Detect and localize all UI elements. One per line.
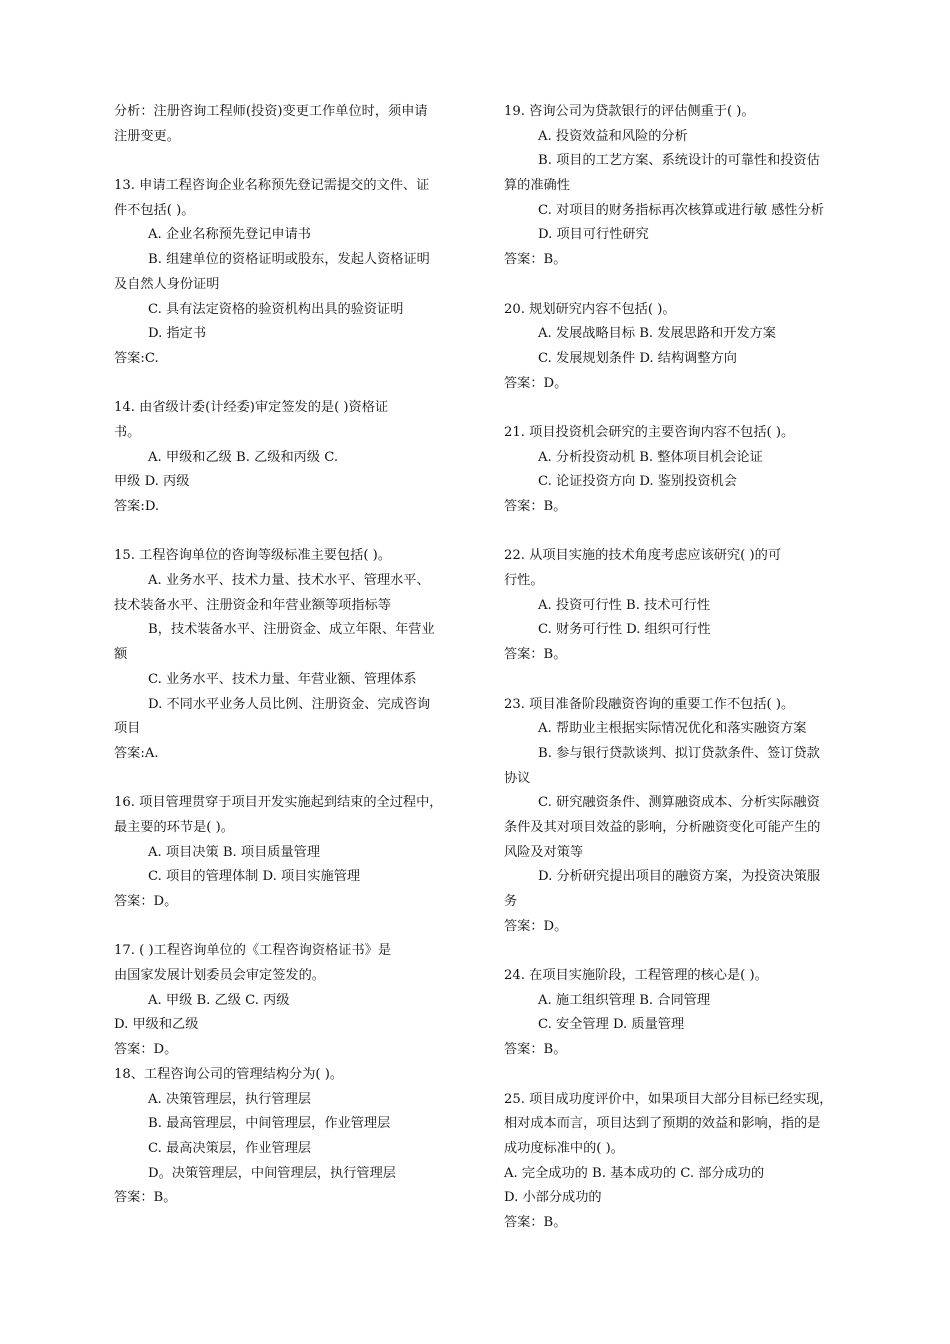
option-line: B. 最高管理层，中间管理层，作业管理层 xyxy=(148,1116,391,1132)
paragraph-gap xyxy=(114,372,470,397)
option-line: D. 项目可行性研究 xyxy=(538,227,649,243)
text-line: D. 甲级和乙级 xyxy=(114,1017,199,1033)
text-line: 答案:D. xyxy=(114,499,160,514)
option-line: D. 不同水平业务人员比例、注册资金、完成咨询 xyxy=(148,696,431,712)
text-line: 22. 从项目实施的技术角度考虑应该研究( )的可 xyxy=(504,548,782,564)
option-line: B. 项目的工艺方案、系统设计的可靠性和投资估 xyxy=(538,153,820,169)
text-line: 答案：B。 xyxy=(504,252,567,268)
text-line: 甲级 D. 丙级 xyxy=(114,474,190,490)
option-line: D. 分析研究提出项目的融资方案，为投资决策服 xyxy=(538,869,821,885)
option-line: C. 安全管理 D. 质量管理 xyxy=(538,1017,685,1033)
text-line: 25. 项目成功度评价中，如果项目大部分目标已经实现， xyxy=(504,1091,833,1107)
text-line: 16. 项目管理贯穿于项目开发实施起到结束的全过程中， xyxy=(114,795,443,811)
option-line: A. 甲级和乙级 B. 乙级和丙级 C. xyxy=(148,449,339,465)
paragraph-gap xyxy=(114,520,470,545)
option-line: A. 帮助业主根据实际情况优化和落实融资方案 xyxy=(538,721,807,737)
text-line: 额 xyxy=(114,647,128,663)
option-line: C. 业务水平、技术力量、年营业额、管理体系 xyxy=(148,671,417,687)
text-line: 分析：注册咨询工程师(投资)变更工作单位时，须申请 xyxy=(114,104,428,119)
option-line: C. 财务可行性 D. 组织可行性 xyxy=(538,622,711,638)
text-line: 答案：B。 xyxy=(504,499,567,514)
text-line: 务 xyxy=(504,894,518,909)
text-line: 21. 项目投资机会研究的主要咨询内容不包括( )。 xyxy=(504,424,795,440)
option-line: C. 对项目的财务指标再次核算或进行敏 感性分析 xyxy=(538,202,824,218)
paragraph-gap xyxy=(504,273,864,298)
option-line: B. 参与银行贷款谈判、拟订贷款条件、签订贷款 xyxy=(538,745,820,761)
text-line: D. 小部分成功的 xyxy=(504,1190,602,1206)
paragraph-gap xyxy=(504,668,864,693)
text-line: 及自然人身份证明 xyxy=(114,276,220,292)
text-line: 14. 由省级计委(计经委)审定签发的是( )资格证 xyxy=(114,400,389,416)
paragraph-gap xyxy=(504,396,864,421)
paragraph-gap xyxy=(504,939,864,964)
left-column xyxy=(114,100,470,1211)
option-line: C. 最高决策层，作业管理层 xyxy=(148,1140,312,1156)
text-line: 答案：B。 xyxy=(504,1214,567,1230)
paragraph-gap xyxy=(114,767,470,792)
option-line: A. 决策管理层，执行管理层 xyxy=(148,1091,311,1107)
option-line: A. 投资效益和风险的分析 xyxy=(538,128,688,144)
text-line: 风险及对策等 xyxy=(504,844,584,860)
text-line: 答案：D。 xyxy=(114,1042,178,1058)
text-line: 件不包括( )。 xyxy=(114,202,195,218)
option-line: B. 组建单位的资格证明或股东，发起人资格证明 xyxy=(148,252,430,268)
option-line: D. 指定书 xyxy=(148,326,207,342)
text-line: 答案：D。 xyxy=(504,375,568,391)
option-line: C. 项目的管理体制 D. 项目实施管理 xyxy=(148,869,361,885)
text-line: 13. 申请工程咨询企业名称预先登记需提交的文件、证 xyxy=(114,178,430,194)
paragraph-gap xyxy=(114,149,470,174)
text-line: 注册变更。 xyxy=(114,128,180,144)
paragraph-gap xyxy=(504,1063,864,1088)
text-line: 15. 工程咨询单位的咨询等级标准主要包括( )。 xyxy=(114,548,392,564)
option-line: C. 论证投资方向 D. 鉴别投资机会 xyxy=(538,474,737,490)
text-line: 答案:C. xyxy=(114,350,159,366)
option-line: A. 施工组织管理 B. 合同管理 xyxy=(538,992,711,1008)
text-line: 算的准确性 xyxy=(504,178,570,194)
text-line: 答案：B。 xyxy=(504,647,567,663)
paragraph-gap xyxy=(114,915,470,940)
text-line: 成功度标准中的( )。 xyxy=(504,1140,624,1156)
text-line: 项目 xyxy=(114,721,141,737)
text-line: 17. ( )工程咨询单位的《工程咨询资格证书》是 xyxy=(114,943,392,959)
option-line: B，技术装备水平、注册资金、成立年限、年营业 xyxy=(148,622,435,638)
text-line: A. 完全成功的 B. 基本成功的 C. 部分成功的 xyxy=(504,1165,765,1181)
option-line: A. 分析投资动机 B. 整体项目机会论证 xyxy=(538,449,763,465)
paragraph-gap xyxy=(504,520,864,545)
text-line: 18、工程咨询公司的管理结构分为( )。 xyxy=(114,1066,344,1082)
right-column xyxy=(504,100,864,1236)
text-line: 由国家发展计划委员会审定签发的。 xyxy=(114,968,325,984)
text-line: 24. 在项目实施阶段，工程管理的核心是( )。 xyxy=(504,968,768,984)
text-line: 相对成本而言，项目达到了预期的效益和影响，指的是 xyxy=(504,1116,821,1132)
option-line: C. 研究融资条件、测算融资成本、分析实际融资 xyxy=(538,795,820,811)
text-line: 行性。 xyxy=(504,573,544,589)
text-line: 20. 规划研究内容不包括( )。 xyxy=(504,301,676,317)
text-line: 书。 xyxy=(114,424,141,440)
option-line: A. 甲级 B. 乙级 C. 丙级 xyxy=(148,992,290,1008)
option-line: A. 企业名称预先登记申请书 xyxy=(148,227,311,243)
text-line: 答案:A. xyxy=(114,745,159,761)
text-line: 19. 咨询公司为贷款银行的评估侧重于( )。 xyxy=(504,104,755,119)
option-line: C. 具有法定资格的验资机构出具的验资证明 xyxy=(148,301,404,317)
option-line: C. 发展规划条件 D. 结构调整方向 xyxy=(538,350,737,366)
option-line: D。决策管理层，中间管理层，执行管理层 xyxy=(148,1165,396,1181)
text-line: 最主要的环节是( )。 xyxy=(114,819,234,835)
text-line: 23. 项目准备阶段融资咨询的重要工作不包括( )。 xyxy=(504,696,795,712)
text-line: 答案：B。 xyxy=(504,1042,567,1058)
text-line: 技术装备水平、注册资金和年营业额等项指标等 xyxy=(114,597,391,613)
option-line: A. 项目决策 B. 项目质量管理 xyxy=(148,844,321,860)
text-line: 答案：D。 xyxy=(114,894,178,909)
option-line: A. 投资可行性 B. 技术可行性 xyxy=(538,597,711,613)
text-line: 协议 xyxy=(504,770,531,786)
text-line: 答案：B。 xyxy=(114,1190,177,1206)
text-line: 答案：D。 xyxy=(504,918,568,934)
text-line: 条件及其对项目效益的影响，分析融资变化可能产生的 xyxy=(504,819,821,835)
option-line: A. 业务水平、技术力量、技术水平、管理水平、 xyxy=(148,573,430,589)
option-line: A. 发展战略目标 B. 发展思路和开发方案 xyxy=(538,326,776,342)
